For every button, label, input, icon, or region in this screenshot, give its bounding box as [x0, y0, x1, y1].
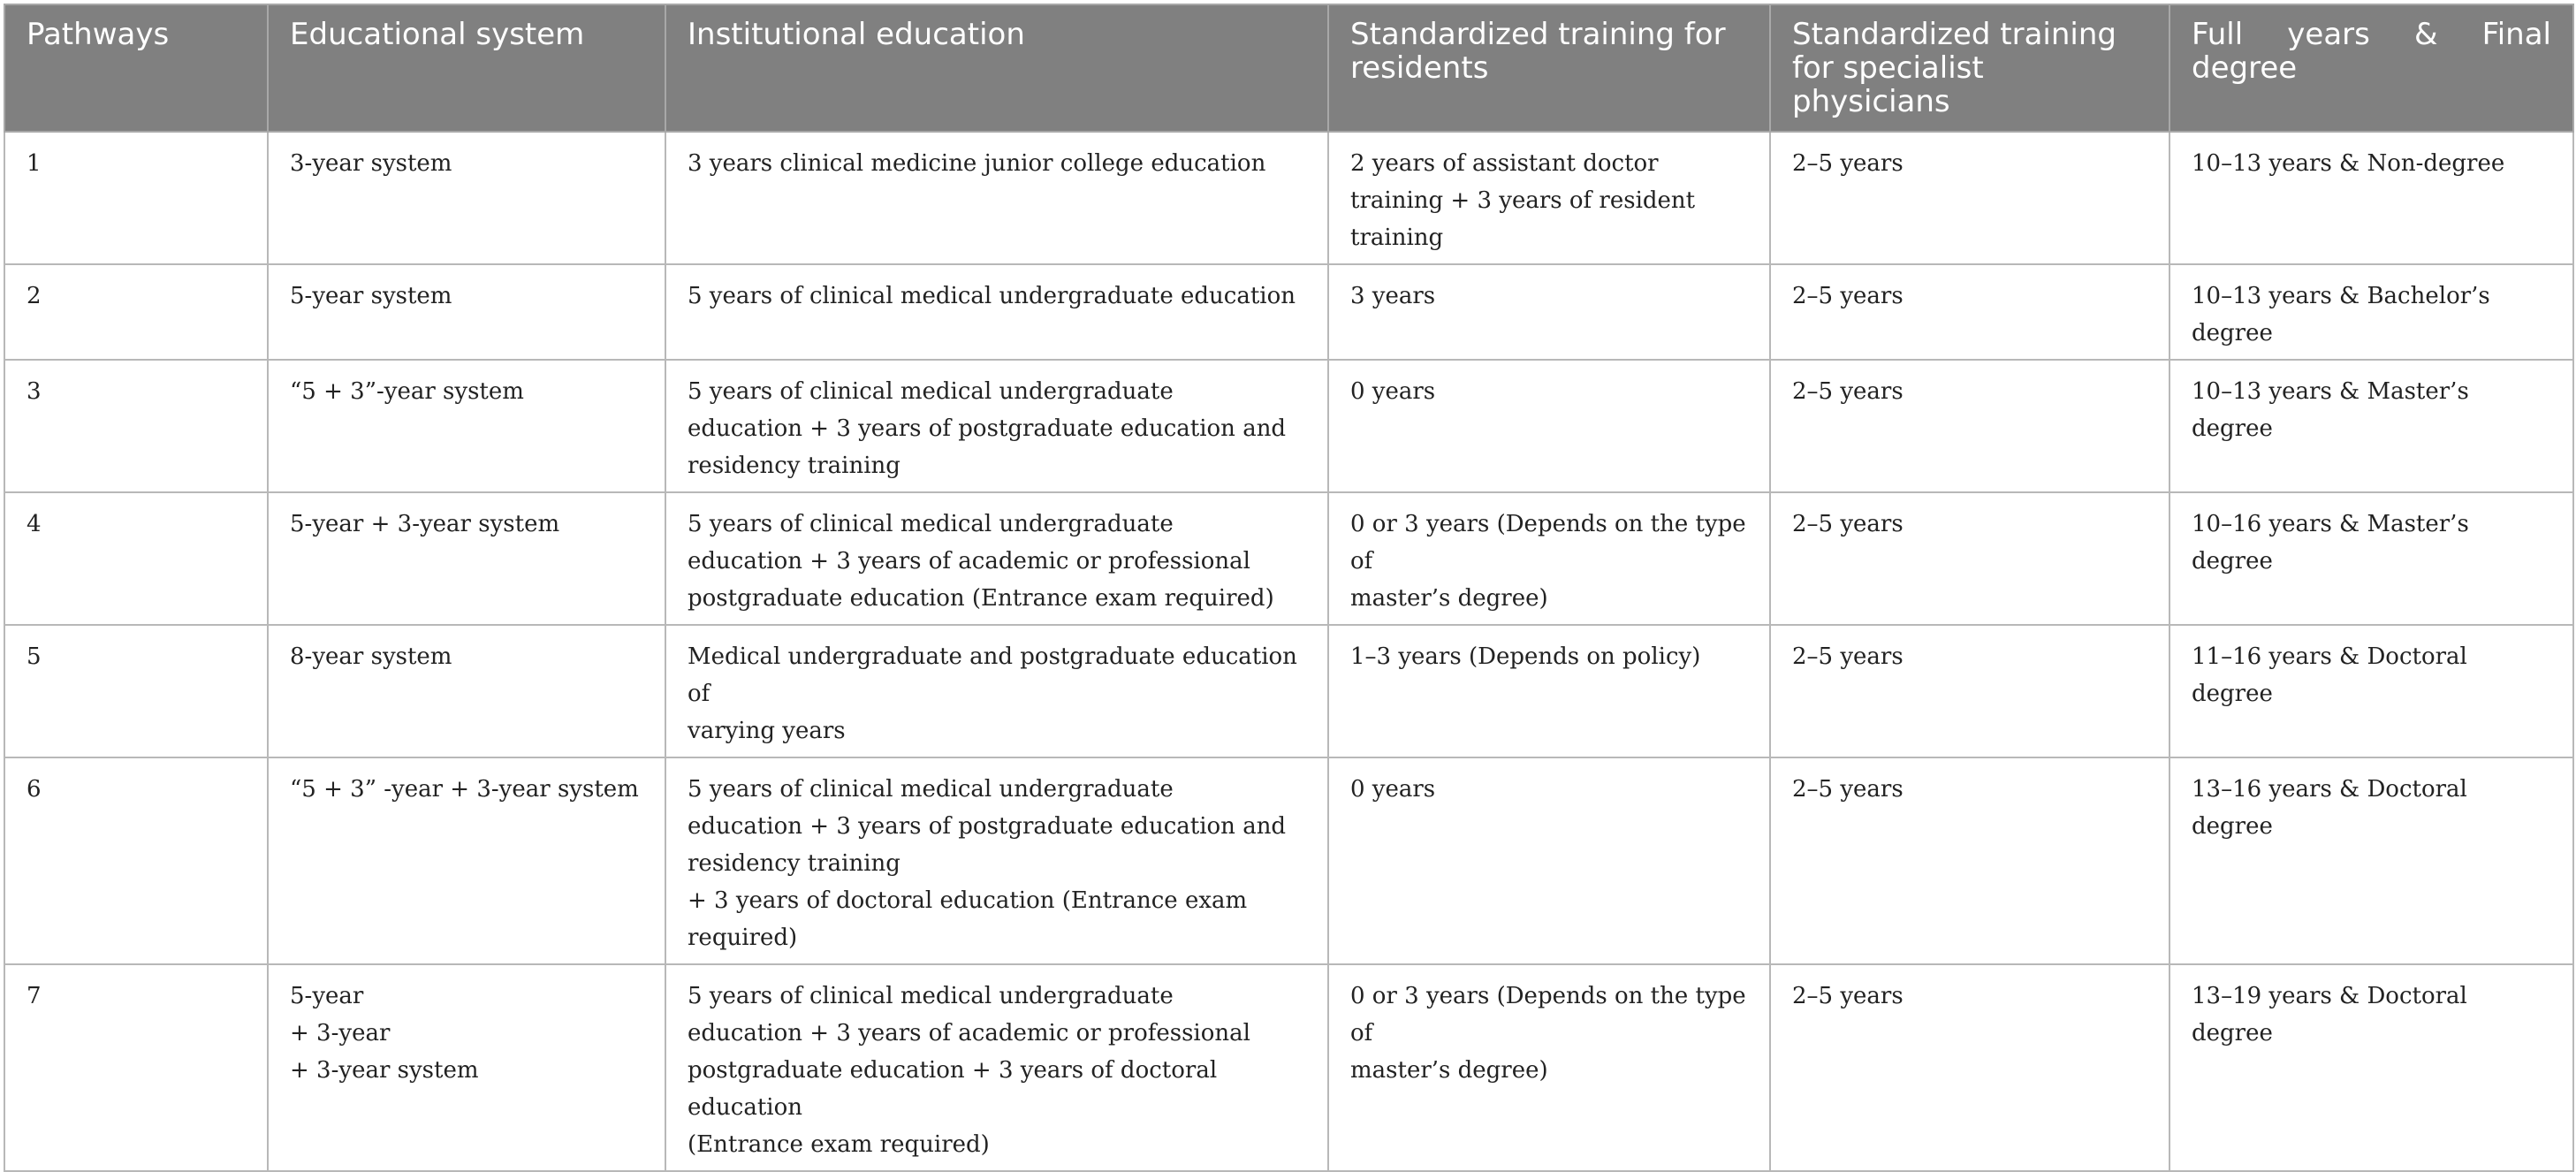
cell-educational-system: [268, 360, 665, 492]
cell-pathway: 4: [4, 492, 268, 625]
cell-line: postgraduate education + 3 years of doctoral education: [688, 1057, 1218, 1121]
cell-residents-training: [1328, 492, 1770, 625]
column-header-specialist-training: Standardized training for specialist physicians: [1770, 4, 2169, 132]
cell-line: 0 years: [1350, 378, 1436, 405]
cell-educational-system: [268, 757, 665, 964]
table-row: [4, 360, 2573, 492]
cell-residents-training: [1328, 964, 1770, 1171]
cell-line: education + 3 years of postgraduate education and: [688, 415, 1287, 442]
cell-line: master’s degree): [1350, 585, 1548, 612]
table-body: [4, 132, 2573, 1171]
cell-line: “5 + 3”-year system: [290, 378, 524, 405]
cell-line: postgraduate education (Entrance exam required): [688, 585, 1274, 612]
cell-pathway: 3: [4, 360, 268, 492]
table-header-row: [4, 4, 2573, 132]
column-header-educational-system: Educational system: [268, 4, 665, 132]
cell-line: (Entrance exam required): [688, 1131, 990, 1158]
cell-residents-training: [1328, 625, 1770, 757]
cell-specialist-training: 2–5 years: [1770, 757, 2169, 964]
cell-institutional-education: [665, 757, 1328, 964]
column-header-full-years-final-degree: Full years & Final degree: [2169, 4, 2573, 132]
cell-specialist-training: 2–5 years: [1770, 264, 2169, 360]
cell-pathway: 7: [4, 964, 268, 1171]
table-row: [4, 264, 2573, 360]
cell-pathway: 2: [4, 264, 268, 360]
cell-line: master’s degree): [1350, 1057, 1548, 1084]
cell-specialist-training: 2–5 years: [1770, 492, 2169, 625]
column-header-institutional-education: Institutional education: [665, 4, 1328, 132]
cell-line: 5-year: [290, 983, 364, 1009]
cell-full-years-final-degree: 10–13 years & Master’s degree: [2169, 360, 2573, 492]
cell-educational-system: [268, 625, 665, 757]
cell-line: residency training: [688, 850, 900, 877]
column-header-pathways: Pathways: [4, 4, 268, 132]
table-row: [4, 492, 2573, 625]
cell-specialist-training: 2–5 years: [1770, 964, 2169, 1171]
cell-institutional-education: [665, 625, 1328, 757]
education-pathways-table-container: [4, 4, 2572, 1172]
cell-pathway: 6: [4, 757, 268, 964]
cell-line: education + 3 years of academic or professional: [688, 548, 1250, 575]
cell-full-years-final-degree: 10–13 years & Non-degree: [2169, 132, 2573, 264]
cell-line: 3 years clinical medicine junior college education: [688, 150, 1266, 177]
cell-educational-system: [268, 964, 665, 1171]
cell-educational-system: [268, 132, 665, 264]
cell-full-years-final-degree: 13–19 years & Doctoral degree: [2169, 964, 2573, 1171]
cell-line: 2 years of assistant doctor: [1350, 150, 1659, 177]
table-row: [4, 964, 2573, 1171]
cell-line: 0 or 3 years (Depends on the type of: [1350, 511, 1746, 575]
cell-line: education + 3 years of postgraduate education and: [688, 813, 1287, 840]
cell-line: 0 or 3 years (Depends on the type of: [1350, 983, 1746, 1046]
cell-line: 5 years of clinical medical undergraduate education: [688, 283, 1296, 309]
table-row: [4, 132, 2573, 264]
cell-full-years-final-degree: 11–16 years & Doctoral degree: [2169, 625, 2573, 757]
cell-full-years-final-degree: 13–16 years & Doctoral degree: [2169, 757, 2573, 964]
cell-pathway: 5: [4, 625, 268, 757]
cell-line: varying years: [688, 718, 846, 744]
cell-residents-training: [1328, 264, 1770, 360]
cell-educational-system: [268, 264, 665, 360]
cell-line: 5-year + 3-year system: [290, 511, 560, 537]
cell-line: + 3 years of doctoral education (Entrance exam required): [688, 887, 1248, 951]
cell-specialist-training: 2–5 years: [1770, 132, 2169, 264]
cell-institutional-education: [665, 132, 1328, 264]
cell-pathway: 1: [4, 132, 268, 264]
cell-line: 5 years of clinical medical undergraduate: [688, 776, 1174, 803]
education-pathways-table: [4, 4, 2574, 1172]
cell-line: “5 + 3” -year + 3-year system: [290, 776, 639, 803]
cell-residents-training: [1328, 132, 1770, 264]
column-header-residents-training: Standardized training for residents: [1328, 4, 1770, 132]
cell-residents-training: [1328, 360, 1770, 492]
cell-full-years-final-degree: 10–13 years & Bachelor’s degree: [2169, 264, 2573, 360]
cell-institutional-education: [665, 964, 1328, 1171]
cell-line: 3 years: [1350, 283, 1436, 309]
table-row: [4, 625, 2573, 757]
cell-line: + 3-year system: [290, 1057, 479, 1084]
cell-full-years-final-degree: 10–16 years & Master’s degree: [2169, 492, 2573, 625]
cell-line: 3-year system: [290, 150, 452, 177]
cell-educational-system: [268, 492, 665, 625]
cell-line: education + 3 years of academic or professional: [688, 1020, 1250, 1046]
cell-residents-training: [1328, 757, 1770, 964]
cell-line: training + 3 years of resident training: [1350, 187, 1696, 251]
cell-line: residency training: [688, 453, 900, 479]
cell-line: 8-year system: [290, 643, 452, 670]
cell-line: 5-year system: [290, 283, 452, 309]
cell-line: + 3-year: [290, 1020, 391, 1046]
cell-institutional-education: [665, 360, 1328, 492]
cell-institutional-education: [665, 264, 1328, 360]
cell-line: 5 years of clinical medical undergraduate: [688, 511, 1174, 537]
cell-specialist-training: 2–5 years: [1770, 625, 2169, 757]
cell-line: Medical undergraduate and postgraduate education of: [688, 643, 1297, 707]
cell-institutional-education: [665, 492, 1328, 625]
cell-line: 5 years of clinical medical undergraduate: [688, 983, 1174, 1009]
table-row: [4, 757, 2573, 964]
cell-line: 5 years of clinical medical undergraduate: [688, 378, 1174, 405]
cell-line: 0 years: [1350, 776, 1436, 803]
cell-line: 1–3 years (Depends on policy): [1350, 643, 1701, 670]
cell-specialist-training: 2–5 years: [1770, 360, 2169, 492]
